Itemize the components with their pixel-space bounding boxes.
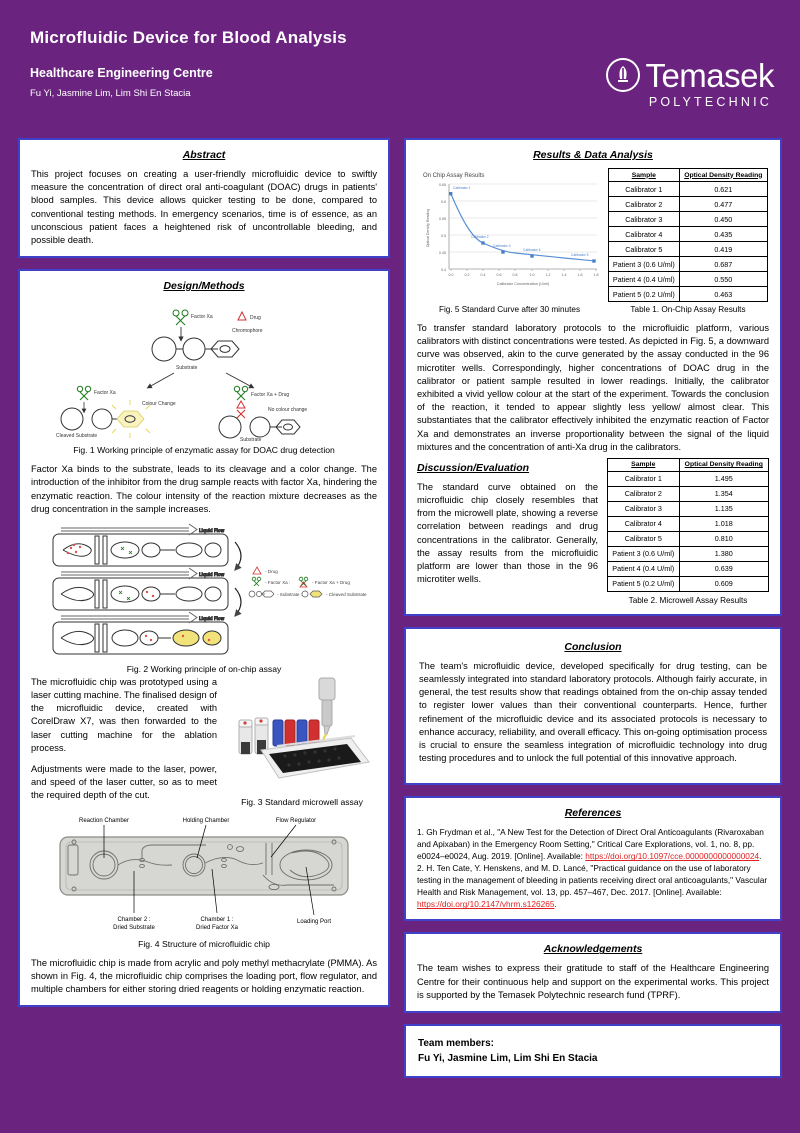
fig2-legend-substrate: - Substrate : xyxy=(277,591,303,597)
fig1-label-factor-xa: Factor Xa xyxy=(191,314,213,321)
table-1 xyxy=(608,168,768,302)
logo-wordmark: Temasek xyxy=(645,56,774,94)
conclusion-text: The team's microfluidic device, developed specifically for drug testing, can be seamlessly integrated into standard laboratory protocols. Although fairly accurate, in general, the test results show that readings obtained from the on-chip assay tended to register lower values than their conventional counterparts. Hence, further refinement of the microfluidic device and its associated protocols is necessary to enhance accuracy, reliability, and overall efficacy. This on-going optimisation process is crucial to ensure the seamless integration of microfluidic technology into drug testing procedures and to unlock the full potential of this innovative approach. xyxy=(419,660,767,764)
fig1-label-no-colour-change: No colour change xyxy=(268,407,308,414)
table-row xyxy=(608,576,769,591)
cell: Patient 4 (0.4 U/ml) xyxy=(609,272,680,287)
cell: 0.477 xyxy=(679,197,767,212)
cell: Calibrator 2 xyxy=(609,197,680,212)
chart-point-label-4: Calibrator 4 xyxy=(523,248,541,252)
svg-text:0.6: 0.6 xyxy=(496,273,502,277)
design-paragraph-3: Adjustments were made to the laser, power, and speed of the laser cutter, so as to meet the required depth of the cut. xyxy=(31,764,217,801)
table-row xyxy=(609,272,768,287)
design-paragraph-1: Factor Xa binds to the substrate, leads to its cleavage and a color change. The introduction of the inhibitor from the drug sample reacts with factor Xa, hindering the enzymatic reaction. The colour intensity of the reaction mixture decreases as the drug concentration in the sample increases. xyxy=(31,464,377,514)
acknowledgements-text: The team wishes to express their gratitude to staff of the Healthcare Engineering Centre for their continuous help and support on the experimental works. This project is supported by the Temasek Polytechnic research fund (TPRF). xyxy=(417,963,769,1000)
standard-curve-chart xyxy=(417,168,602,293)
cell: 0.463 xyxy=(679,287,767,302)
table-row xyxy=(608,561,769,576)
fig4-label-loading-port: Loading Port xyxy=(296,918,332,925)
fig1-label-substrate-right: Substrate xyxy=(240,437,262,442)
svg-text:1.4: 1.4 xyxy=(561,273,567,277)
temasek-logo xyxy=(606,58,774,109)
team-members-label: Team members: xyxy=(418,1038,494,1050)
svg-text:1.2: 1.2 xyxy=(545,273,551,277)
fig1-label-drug: Drug xyxy=(250,315,261,322)
results-panel xyxy=(404,138,782,616)
cell: Calibrator 3 xyxy=(608,501,680,516)
figure-4-caption: Fig. 4 Structure of microfluidic chip xyxy=(138,938,270,949)
table-row xyxy=(609,287,768,302)
cell: Calibrator 3 xyxy=(609,212,680,227)
svg-text:0.55: 0.55 xyxy=(439,217,446,221)
figure-3-microwell-photo xyxy=(227,676,377,793)
team-members-panel xyxy=(404,1024,782,1078)
abstract-title: Abstract xyxy=(182,149,226,161)
chart-point-label-5: Calibrator 5 xyxy=(571,253,589,257)
table1-header-od: Optical Density Reading xyxy=(679,169,767,182)
fig1-label-factor-xa-left: Factor Xa xyxy=(94,390,116,397)
table-row xyxy=(608,471,769,486)
abstract-panel xyxy=(18,138,390,258)
table1-header-sample: Sample xyxy=(609,169,680,182)
table-2-caption: Table 2. Microwell Assay Results xyxy=(628,595,748,605)
svg-text:1.0: 1.0 xyxy=(529,273,535,277)
table-1-onchip xyxy=(608,168,768,302)
chart-xlabel: Calibrator Concentration (U/ml) xyxy=(496,282,550,286)
table-row xyxy=(609,242,768,257)
table-row xyxy=(609,197,768,212)
results-text: To transfer standard laboratory protocols to the microfluidic platform, various calibrators with distinct concentrations were tested. As depicted in Fig. 5, a downward curve was observed, akin to the curve generated by the assay conducted in the 96 microtiter wells. Correspondingly, higher concentrations of DOAC drug in the calibrator or patient sample resulted in lower readings. Initially, the calibrator exhibited a vivid yellow colour at the start of the experiment. Towards the conclusion of the reaction, it tended to appear slightly less yellow/ almost clear. This substantiates that the calibrator effectively inhibited the enzymatic reaction of Factor Xa and demonstrates an inverse proportionality between the signal of the liquid mixtures and the concentration of anti-Xa drug in the calibrators. xyxy=(417,323,769,452)
cell: 0.687 xyxy=(679,257,767,272)
fig4-label-chamber1-l2: Dried Factor Xa xyxy=(195,924,239,931)
right-column xyxy=(404,138,782,1078)
cell: Calibrator 4 xyxy=(608,516,680,531)
reference-1-doi-link[interactable]: https://doi.org/10.1097/cce.0000000000000024 xyxy=(585,851,760,862)
acknowledgements-panel xyxy=(404,932,782,1013)
figure-5-caption: Fig. 5 Standard Curve after 30 minutes xyxy=(438,305,581,314)
acknowledgements-title: Acknowledgements xyxy=(543,943,643,956)
cell: Patient 5 (0.2 U/ml) xyxy=(609,287,680,302)
references-title: References xyxy=(564,807,622,820)
table-row xyxy=(608,531,769,546)
fig2-legend-cleaved-substrate: - Cleaved Substrate xyxy=(326,591,367,597)
fig2-label-liquid-flow-1: Liquid Flow xyxy=(199,528,225,534)
reference-item-1: 1. Gh Frydman et al., "A New Test for the Detection of Direct Oral Anticoagulants (Rivaroxaban and Apixaban) in the Emergency Room Setting," Critical Care Explorations, vol. 1, no. 8, pp. e0024–e0024, Aug. 2019. [Online]. Available: https://doi.org/10.1097/cce.0000000000000024. xyxy=(417,827,764,862)
table-header-row xyxy=(608,458,769,471)
table2-header-sample: Sample xyxy=(608,458,680,471)
cell: 1.018 xyxy=(679,516,768,531)
discussion-text: The standard curve obtained on the microfluidic chip closely resembles that from the microwell plate, showing a reverse correlation between readings and drug concentrations in the calibrator. Generally, the assay results from the microfluidic platform are lower than those in the 96 microtiter wells. xyxy=(417,481,598,585)
fig2-legend-factor-xa-drug: - Factor Xa + Drug xyxy=(312,579,350,585)
figure-2-caption: Fig. 2 Working principle of on-chip assay xyxy=(126,663,282,674)
chart-title: On Chip Assay Results xyxy=(423,173,485,179)
results-title: Results & Data Analysis xyxy=(533,149,653,161)
figure-2-onchip-assay xyxy=(31,522,377,660)
svg-text:0.0: 0.0 xyxy=(448,273,454,277)
design-paragraph-2: The microfluidic chip was prototyped using a laser cutting machine. The finalised design of the microfluidic device, created with CorelDraw X7, was then forwarded to the laser cutting machine for the ablation process. xyxy=(31,676,217,753)
svg-text:0.4: 0.4 xyxy=(441,268,446,272)
cell: 0.419 xyxy=(679,242,767,257)
fig1-label-cleaved-substrate: Cleaved Substrate xyxy=(56,433,98,440)
cell: 0.810 xyxy=(679,531,768,546)
cell: Calibrator 1 xyxy=(609,182,680,197)
table-row xyxy=(608,516,769,531)
cell: Calibrator 5 xyxy=(609,242,680,257)
svg-text:0.2: 0.2 xyxy=(464,273,470,277)
reference-1-text: 1. Gh Frydman et al., "A New Test for the Detection of Direct Oral Anticoagulants (Rivaroxaban and Apixaban) in the Emergency Room Setting," Critical Care Explorations, vol. 1, no. 8, pp. e0024–e0024, Aug. 2019. [Online]. Available: xyxy=(417,827,764,862)
fig4-label-chamber1-l1: Chamber 1 : xyxy=(200,916,234,923)
cell: Calibrator 5 xyxy=(608,531,680,546)
fig2-label-liquid-flow-3: Liquid Flow xyxy=(199,616,225,622)
svg-text:0.45: 0.45 xyxy=(439,251,446,255)
design-methods-panel xyxy=(18,269,390,1007)
cell: Patient 3 (0.6 U/ml) xyxy=(609,257,680,272)
table-row xyxy=(609,182,768,197)
figure-1-enzymatic-assay xyxy=(31,299,377,441)
fig1-label-factor-xa-drug: Factor Xa + Drug xyxy=(251,392,290,399)
cell: 1.354 xyxy=(679,486,768,501)
svg-text:0.4: 0.4 xyxy=(480,273,486,277)
figure-4-chip-structure xyxy=(31,813,377,935)
discussion-row xyxy=(417,458,769,605)
abstract-text: This project focuses on creating a user-friendly microfluidic device to swiftly measure the concentration of direct oral anti-coagulant (DOAC) drugs in patients' blood samples. This device allows quicker testing to be done, compared to conventional testing methods. In emergency scenarios, time is of essence, as an unconscious patient faces a heightened risk of uncontrollable bleeding, and possible death. xyxy=(31,169,377,245)
design-paragraph-4: The microfluidic chip is made from acrylic and poly methyl methacrylate (PMMA). As shown in Fig. 4, the microfluidic chip comprises the loading port, flow regulator, and multiple chambers for either storing dried reagents or holding enzymatic reaction. xyxy=(31,957,377,995)
table-row xyxy=(609,212,768,227)
cell: 0.550 xyxy=(679,272,767,287)
prototyping-row xyxy=(31,676,377,807)
cell: Calibrator 1 xyxy=(608,471,680,486)
fig2-legend-drug: - Drug xyxy=(265,568,278,574)
cell: 1.135 xyxy=(679,501,768,516)
table-1-caption: Table 1. On-Chip Assay Results xyxy=(630,305,746,314)
table-row xyxy=(608,501,769,516)
fig1-label-colour-change: Colour Change xyxy=(142,401,176,408)
reference-2-text: 2. H. Ten Cate, Y. Henskens, and M. D. Lancé, "Practical guidance on the use of laboratory testing in the management of bleeding in patients receiving direct oral anticoagulants," Vascular Health and Risk Management, vol. 13, pp. 457–467, Dec. 2017. [Online]. Available: xyxy=(417,863,768,898)
cell: Patient 4 (0.4 U/ml) xyxy=(608,561,680,576)
figure-1-caption: Fig. 1 Working principle of enzymatic assay for DOAC drug detection xyxy=(73,445,335,456)
cell: Patient 5 (0.2 U/ml) xyxy=(608,576,680,591)
fig4-label-chamber2-l1: Chamber 2 : xyxy=(117,916,151,923)
svg-text:0.65: 0.65 xyxy=(439,183,446,187)
svg-text:0.5: 0.5 xyxy=(441,234,446,238)
table-row xyxy=(609,257,768,272)
cell: 0.450 xyxy=(679,212,767,227)
references-panel xyxy=(404,796,782,921)
table-row xyxy=(609,227,768,242)
svg-text:0.8: 0.8 xyxy=(512,273,518,277)
reference-2-doi-link[interactable]: https://doi.org/10.2147/vhrm.s126265 xyxy=(417,899,555,910)
cell: 0.435 xyxy=(679,227,767,242)
poster-body xyxy=(0,138,800,1078)
reference-item-2: 2. H. Ten Cate, Y. Henskens, and M. D. Lancé, "Practical guidance on the use of laboratory testing in the management of bleeding in patients receiving direct oral anticoagulants," Vascular Health and Risk Management, vol. 13, pp. 457–467, Dec. 2017. [Online]. Available: https://doi.org/10.2147/vhrm.s126265. xyxy=(417,863,768,910)
svg-text:1.6: 1.6 xyxy=(577,273,583,277)
fig2-legend-factor-xa: - Factor Xa : xyxy=(265,579,291,585)
table2-header-od: Optical Density Reading xyxy=(679,458,768,471)
page-title: Microfluidic Device for Blood Analysis xyxy=(30,28,347,47)
cell: Calibrator 2 xyxy=(608,486,680,501)
fig1-label-chromophore: Chromophore xyxy=(232,328,263,335)
results-captions xyxy=(417,305,769,314)
team-members-names: Fu Yi, Jasmine Lim, Lim Shi En Stacia xyxy=(418,1053,598,1065)
conclusion-title: Conclusion xyxy=(564,640,622,653)
fig4-label-holding-chamber: Holding Chamber xyxy=(182,817,230,824)
fig2-label-liquid-flow-2: Liquid Flow xyxy=(199,572,225,578)
results-chart-table-row xyxy=(417,168,769,302)
left-column xyxy=(18,138,390,1078)
cell: 1.495 xyxy=(679,471,768,486)
fig4-label-reaction-chamber: Reaction Chamber xyxy=(78,817,130,824)
poster-header xyxy=(0,0,800,138)
design-methods-title: Design/Methods xyxy=(163,280,245,293)
conclusion-panel xyxy=(404,627,782,786)
table-header-row xyxy=(609,169,768,182)
table-2-microwell xyxy=(607,458,769,605)
fig1-label-substrate: Substrate xyxy=(176,365,198,372)
header-authors: Fu Yi, Jasmine Lim, Lim Shi En Stacia xyxy=(30,88,191,99)
cell: 1.380 xyxy=(679,546,768,561)
discussion-title: Discussion/Evaluation xyxy=(417,461,530,474)
chart-point-label-2: Calibrator 2 xyxy=(471,235,489,239)
table-row xyxy=(608,546,769,561)
cell: 0.621 xyxy=(679,182,767,197)
chart-ylabel: Optical Density Reading xyxy=(426,208,430,248)
logo-subtext: POLYTECHNIC xyxy=(648,95,772,109)
cell: 0.639 xyxy=(679,561,768,576)
figure-3-caption: Fig. 3 Standard microwell assay xyxy=(241,796,363,807)
cell: 0.609 xyxy=(679,576,768,591)
svg-text:1.8: 1.8 xyxy=(593,273,599,277)
chart-point-label-3: Calibrator 3 xyxy=(493,244,511,248)
chart-point-label-1: Calibrator 1 xyxy=(453,186,471,190)
temasek-emblem-icon xyxy=(606,58,640,92)
fig4-label-flow-regulator: Flow Regulator xyxy=(275,817,317,824)
table-row xyxy=(608,486,769,501)
table-2 xyxy=(607,458,769,592)
fig4-label-chamber2-l2: Dried Substrate xyxy=(113,924,155,931)
cell: Calibrator 4 xyxy=(609,227,680,242)
svg-text:0.6: 0.6 xyxy=(441,200,446,204)
cell: Patient 3 (0.6 U/ml) xyxy=(608,546,680,561)
department-name: Healthcare Engineering Centre xyxy=(30,66,213,80)
